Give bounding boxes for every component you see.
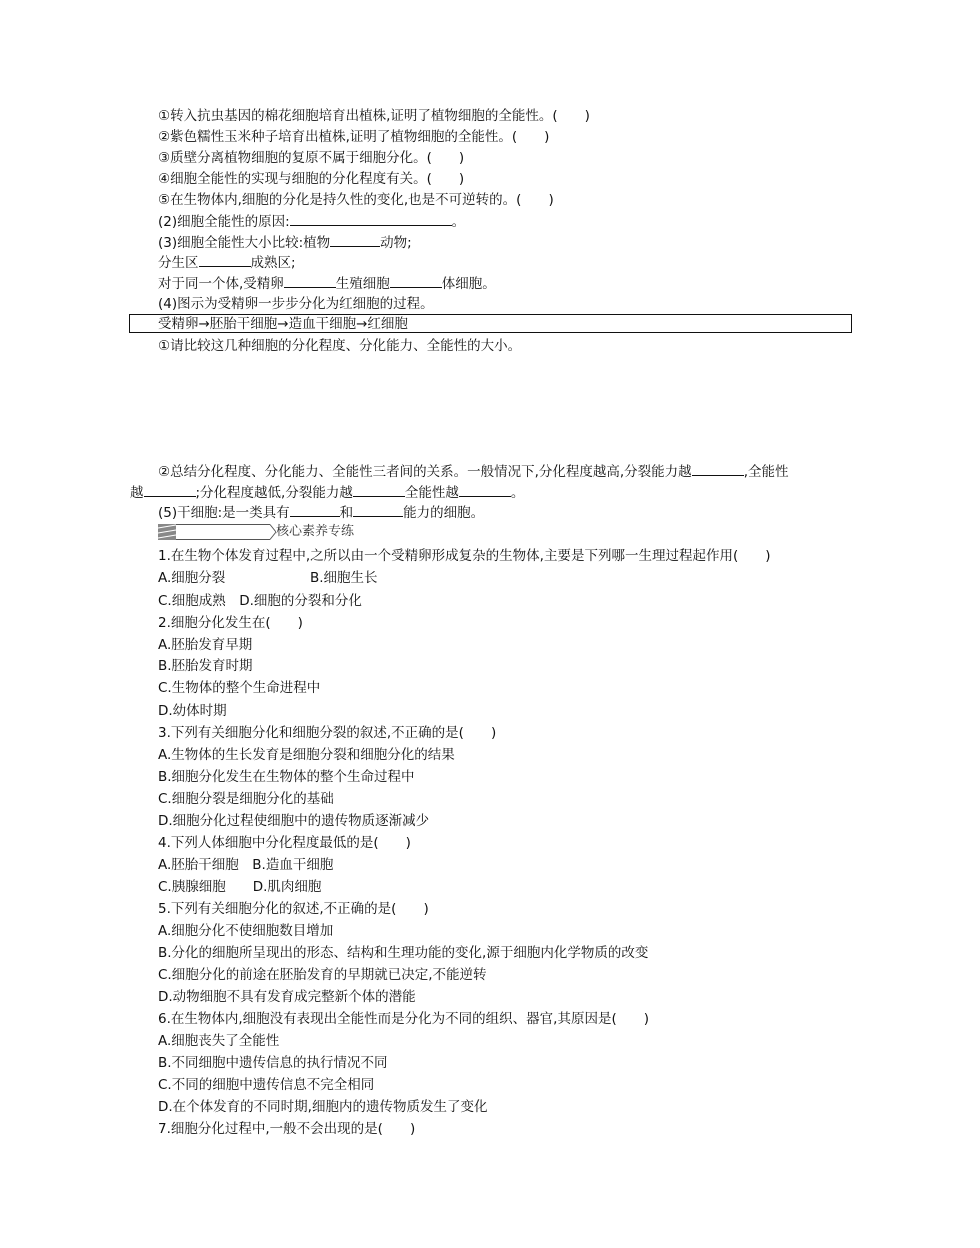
question-3-prefix: (3)细胞全能性大小比较:植物: [158, 235, 331, 251]
question-2-stem: 2.细胞分化发生在( ): [158, 615, 303, 631]
question-6-stem: 6.在生物体内,细胞没有表现出全能性而是分化为不同的组织、器官,其原因是( ): [158, 1011, 649, 1027]
fill-blank[interactable]: [144, 482, 196, 497]
question-3-line-3: [158, 273, 496, 294]
question-4-sub-2-line-2-part3: 全能性越: [404, 485, 459, 501]
question-3-line-3-part1: 对于同一个体,受精卵: [158, 276, 284, 292]
differentiation-flow-box: [129, 314, 852, 333]
fill-blank[interactable]: [290, 502, 340, 517]
section-heading-text: 核心素养专练: [276, 524, 355, 539]
question-4-sub-1: ①请比较这几种细胞的分化程度、分化能力、全能性的大小。: [158, 338, 522, 354]
question-1-stem: 1.在生物个体发育过程中,之所以由一个受精卵形成复杂的生物体,主要是下列哪一生理过程起作用( ): [158, 548, 771, 564]
question-4-sub-2-line-2-part4: 。: [510, 485, 525, 501]
question-2-option-b: B.胚胎发育时期: [158, 658, 253, 674]
statement-5: ⑤在生物体内,细胞的分化是持久性的变化,也是不可逆转的。( ): [158, 192, 554, 208]
question-4-sub-2-suffix: ,全能性: [743, 464, 789, 480]
fill-blank[interactable]: [290, 211, 452, 226]
question-4-intro: (4)图示为受精卵一步步分化为红细胞的过程。: [158, 296, 434, 312]
statement-2: ②紫色糯性玉米种子培育出植株,证明了植物细胞的全能性。( ): [158, 129, 550, 145]
fill-blank[interactable]: [390, 273, 442, 288]
fill-blank[interactable]: [199, 252, 251, 267]
question-4-sub-2-line-2-part1: 越: [130, 485, 144, 501]
question-3-suffix: 动物;: [380, 235, 412, 251]
statement-1: ①转入抗虫基因的棉花细胞培育出植株,证明了植物细胞的全能性。( ): [158, 108, 590, 124]
question-4-sub-2-line-2-part2: ;分化程度越低,分裂能力越: [195, 485, 353, 501]
fill-blank[interactable]: [353, 502, 403, 517]
fill-blank[interactable]: [459, 482, 511, 497]
question-3-line-1: [158, 232, 412, 253]
question-6-option-d: D.在个体发育的不同时期,细胞内的遗传物质发生了变化: [158, 1099, 488, 1115]
question-5-stem: 5.下列有关细胞分化的叙述,不正确的是( ): [158, 901, 429, 917]
question-2-line: [158, 211, 465, 232]
differentiation-flow-text: 受精卵→胚胎干细胞→造血干细胞→红细胞: [158, 316, 408, 332]
question-6-option-a: A.细胞丧失了全能性: [158, 1033, 280, 1049]
fill-blank[interactable]: [353, 482, 405, 497]
statement-3: ③质壁分离植物细胞的复原不属于细胞分化。( ): [158, 150, 465, 166]
question-4-sub-2-line-1: [158, 461, 788, 482]
question-5-option-b: B.分化的细胞所呈现出的形态、结构和生理功能的变化,源于细胞内化学物质的改变: [158, 945, 649, 961]
question-2-option-d: D.幼体时期: [158, 703, 227, 719]
question-4-options-ab: A.胚胎干细胞 B.造血干细胞: [158, 857, 334, 873]
question-7-stem: 7.细胞分化过程中,一般不会出现的是( ): [158, 1121, 416, 1137]
question-3-stem: 3.下列有关细胞分化和细胞分裂的叙述,不正确的是( ): [158, 725, 497, 741]
question-3-line-3-part2: 生殖细胞: [335, 276, 390, 292]
question-3-option-c: C.细胞分裂是细胞分化的基础: [158, 791, 334, 807]
question-2-prefix: (2)细胞全能性的原因:: [158, 214, 290, 230]
question-3-line-3-part3: 体细胞。: [441, 276, 496, 292]
question-2-option-c: C.生物体的整个生命进程中: [158, 680, 321, 696]
question-5-line: [158, 502, 484, 523]
question-3-option-b: B.细胞分化发生在生物体的整个生命过程中: [158, 769, 415, 785]
question-6-option-b: B.不同细胞中遗传信息的执行情况不同: [158, 1055, 388, 1071]
question-5-part3: 能力的细胞。: [403, 505, 485, 521]
question-2-option-a: A.胚胎发育早期: [158, 637, 253, 653]
question-1-option-b: B.细胞生长: [310, 570, 378, 586]
question-4-sub-2-prefix: ②总结分化程度、分化能力、全能性三者间的关系。一般情况下,分化程度越高,分裂能力越: [158, 464, 692, 480]
question-3-line-2: [158, 252, 296, 273]
section-heading-tag-icon: [158, 524, 276, 540]
question-2-suffix: 。: [451, 214, 466, 230]
question-4-sub-2-line-2: [130, 482, 524, 503]
question-5-option-d: D.动物细胞不具有发育成完整新个体的潜能: [158, 989, 416, 1005]
question-4-stem: 4.下列人体细胞中分化程度最低的是( ): [158, 835, 411, 851]
question-3-option-d: D.细胞分化过程使细胞中的遗传物质逐渐减少: [158, 813, 430, 829]
fill-blank[interactable]: [284, 273, 336, 288]
question-3-option-a: A.生物体的生长发育是细胞分裂和细胞分化的结果: [158, 747, 455, 763]
question-5-part2: 和: [339, 505, 354, 521]
question-1-option-a: A.细胞分裂: [158, 570, 226, 586]
question-5-option-a: A.细胞分化不使细胞数目增加: [158, 923, 334, 939]
question-1-options-cd: C.细胞成熟 D.细胞的分裂和分化: [158, 593, 362, 609]
question-4-options-cd: C.胰腺细胞 D.肌肉细胞: [158, 879, 322, 895]
question-5-option-c: C.细胞分化的前途在胚胎发育的早期就已决定,不能逆转: [158, 967, 487, 983]
question-3-line-2-suffix: 成熟区;: [250, 255, 296, 271]
question-6-option-c: C.不同的细胞中遗传信息不完全相同: [158, 1077, 375, 1093]
statement-4: ④细胞全能性的实现与细胞的分化程度有关。( ): [158, 171, 465, 187]
question-3-line-2-prefix: 分生区: [158, 255, 199, 271]
fill-blank[interactable]: [692, 461, 744, 476]
question-5-part1: (5)干细胞:是一类具有: [158, 505, 290, 521]
fill-blank[interactable]: [330, 232, 380, 247]
